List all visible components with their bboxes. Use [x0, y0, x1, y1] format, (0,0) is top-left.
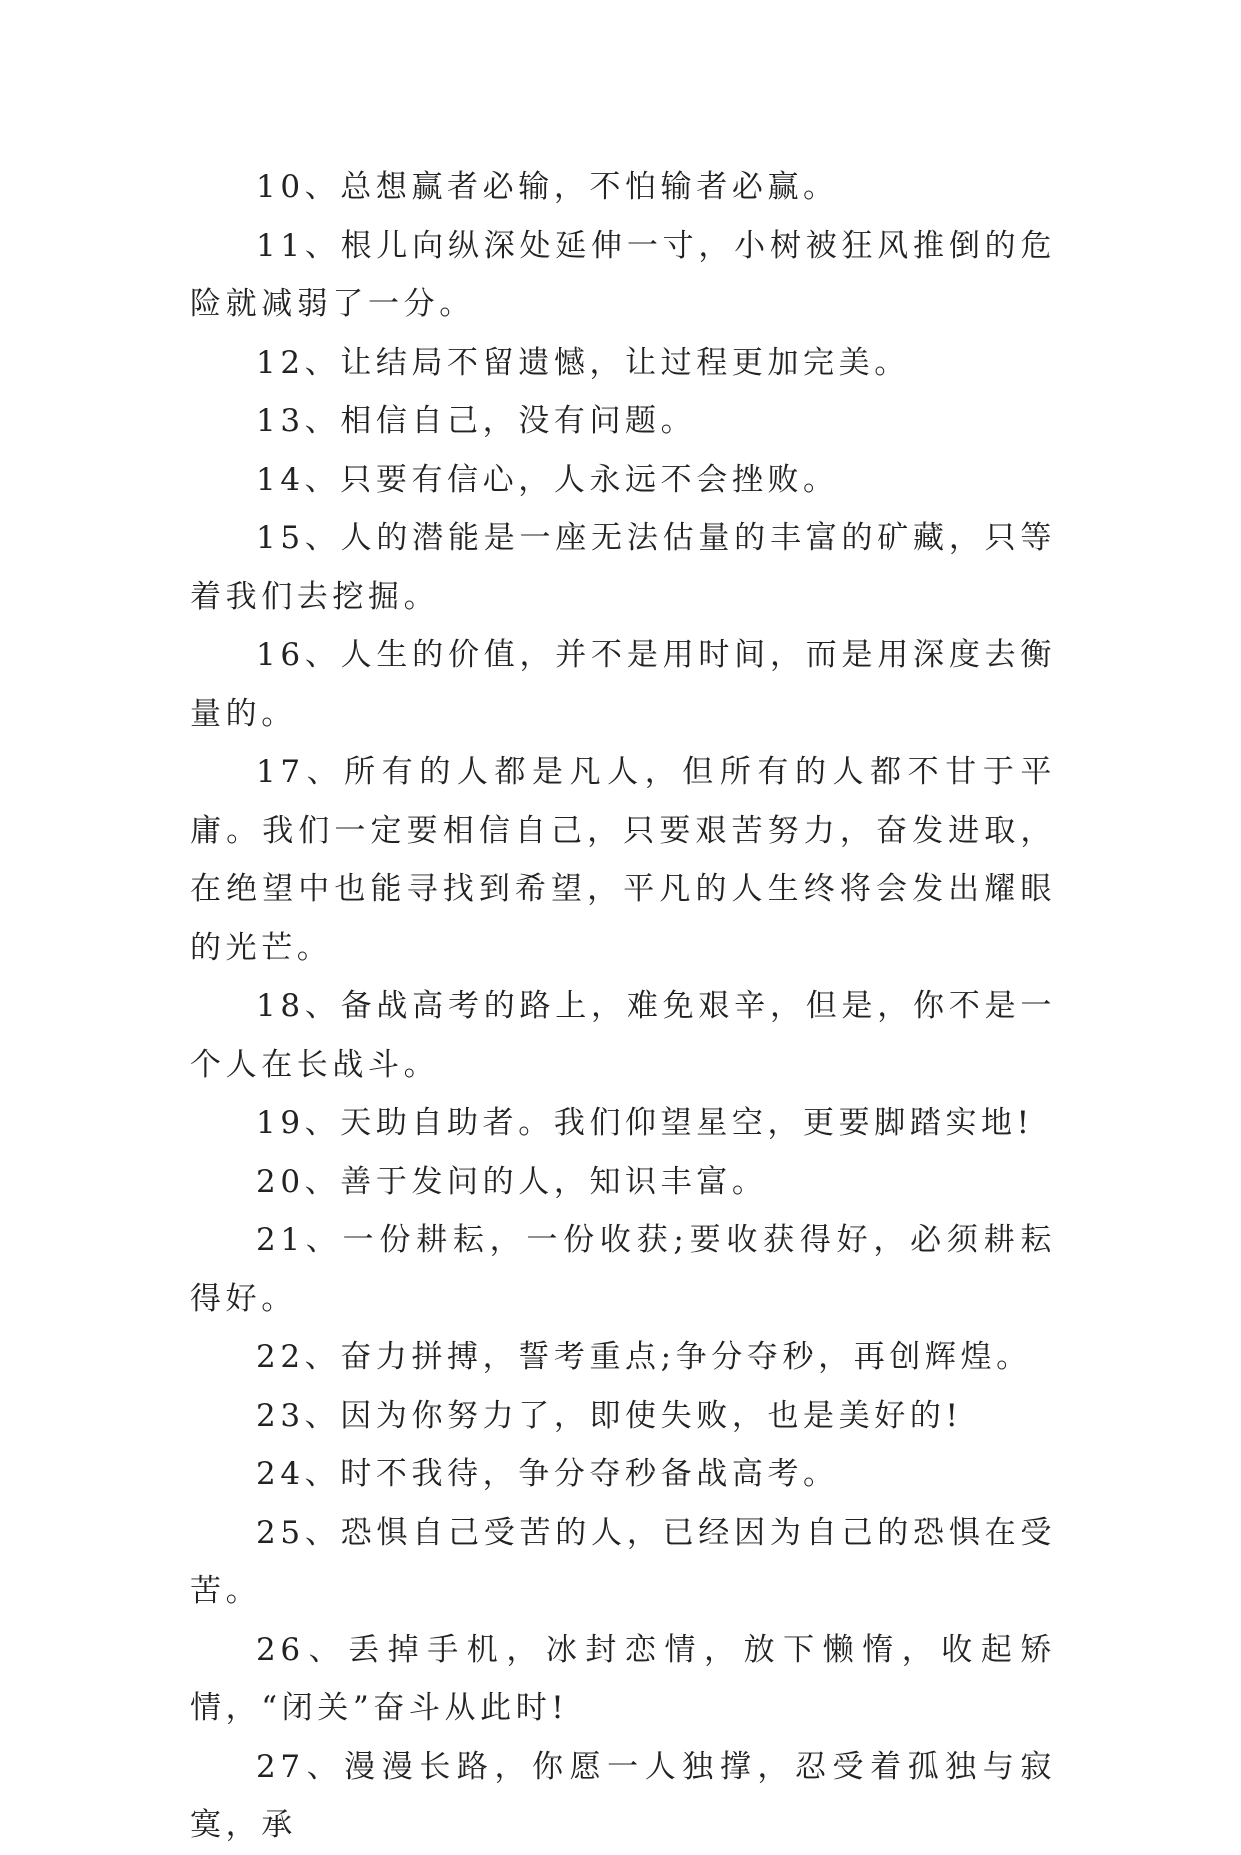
- paragraph-14: 14、只要有信心，人永远不会挫败。: [256, 461, 839, 498]
- paragraph-18: 18、备战高考的路上，难免艰辛，但是，你不是一个人在长战斗。: [190, 988, 1056, 1083]
- paragraph-19: 19、天助自助者。我们仰望星空，更要脚踏实地!: [256, 1105, 1034, 1141]
- paragraph-26: 26、丢掉手机，冰封恋情，放下懒惰，收起矫情，“闭关”奋斗从此时!: [190, 1631, 1056, 1726]
- paragraph-16: 16、人生的价值，并不是用时间，而是用深度去衡量的。: [190, 637, 1056, 732]
- paragraph-25: 25、恐惧自己受苦的人，已经因为自己的恐惧在受苦。: [190, 1514, 1056, 1609]
- document-body: [190, 158, 1056, 1855]
- paragraph-15: 15、人的潜能是一座无法估量的丰富的矿藏，只等着我们去挖掘。: [190, 520, 1056, 615]
- paragraph-24: 24、时不我待，争分夺秒备战高考。: [256, 1456, 839, 1492]
- paragraph-23: 23、因为你努力了，即使失败，也是美好的!: [256, 1397, 963, 1434]
- paragraph-13: 13、相信自己，没有问题。: [256, 403, 697, 439]
- paragraph-21: 21、一份耕耘，一份收获;要收获得好，必须耕耘得好。: [190, 1222, 1056, 1317]
- paragraph-11: 11、根儿向纵深处延伸一寸，小树被狂风推倒的危险就减弱了一分。: [190, 227, 1056, 322]
- paragraph-10: 10、总想赢者必输，不怕输者必赢。: [256, 169, 839, 205]
- paragraph-27: 27、漫漫长路，你愿一人独撑，忍受着孤独与寂寞，承: [190, 1748, 1056, 1843]
- paragraph-20: 20、善于发问的人，知识丰富。: [256, 1163, 768, 1200]
- paragraph-12: 12、让结局不留遗憾，让过程更加完美。: [256, 344, 910, 381]
- paragraph-22: 22、奋力拼搏，誓考重点;争分夺秒，再创辉煌。: [256, 1339, 1032, 1375]
- paragraph-17: 17、所有的人都是凡人，但所有的人都不甘于平庸。我们一定要相信自己，只要艰苦努力，奋发进取，在绝望中也能寻找到希望，平凡的人生终将会发出耀眼的光芒。: [190, 754, 1056, 966]
